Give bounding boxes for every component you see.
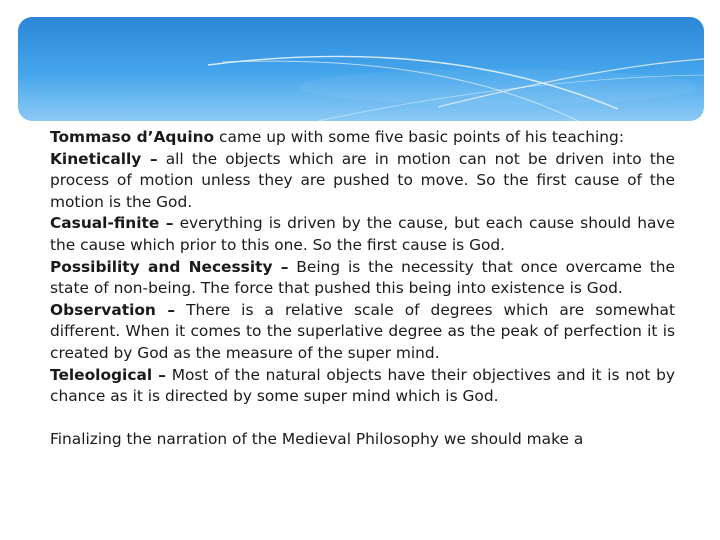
- point-term: Kinetically –: [50, 149, 158, 168]
- point-term: Observation –: [50, 300, 176, 319]
- point-term: Possibility and Necessity –: [50, 257, 289, 276]
- intro-text: came up with some five basic points of his teaching:: [214, 128, 625, 146]
- point-casual-finite: [50, 213, 675, 256]
- point-text: Being is the necessity that once overcame the state of non-being. The force that pushed this being into existence is God.: [50, 257, 676, 298]
- point-text: Most of the natural objects have their objectives and it is not by chance as it is directed by some super mind which is God.: [50, 365, 675, 406]
- point-term: Casual-finite –: [50, 214, 174, 233]
- banner-swoosh-decoration: [18, 17, 704, 121]
- point-text: everything is driven by the cause, but each cause should have the cause which prior to this one. So the first cause is God.: [50, 214, 675, 254]
- point-kinetically: [50, 149, 675, 214]
- author-name: Tommaso d’Aquino: [50, 128, 215, 146]
- point-teleological: [50, 365, 675, 408]
- slide-body: [50, 127, 675, 451]
- point-possibility-necessity: [50, 257, 675, 300]
- point-text: There is a relative scale of degrees which are somewhat different. When it comes to the superlative degree as the peak of perfection it is created by God as the measure of the super mind.: [50, 300, 675, 362]
- point-observation: [50, 300, 675, 365]
- point-term: Teleological –: [50, 365, 166, 384]
- intro-paragraph: [50, 127, 675, 149]
- paragraph-spacer: [50, 408, 675, 430]
- point-text: all the objects which are in motion can not be driven into the process of motion unless they are pushed to move. So the first cause of the motion is the God.: [50, 149, 675, 211]
- closing-paragraph: Finalizing the narration of the Medieval Philosophy we should make a: [50, 430, 584, 449]
- header-banner: [18, 17, 704, 121]
